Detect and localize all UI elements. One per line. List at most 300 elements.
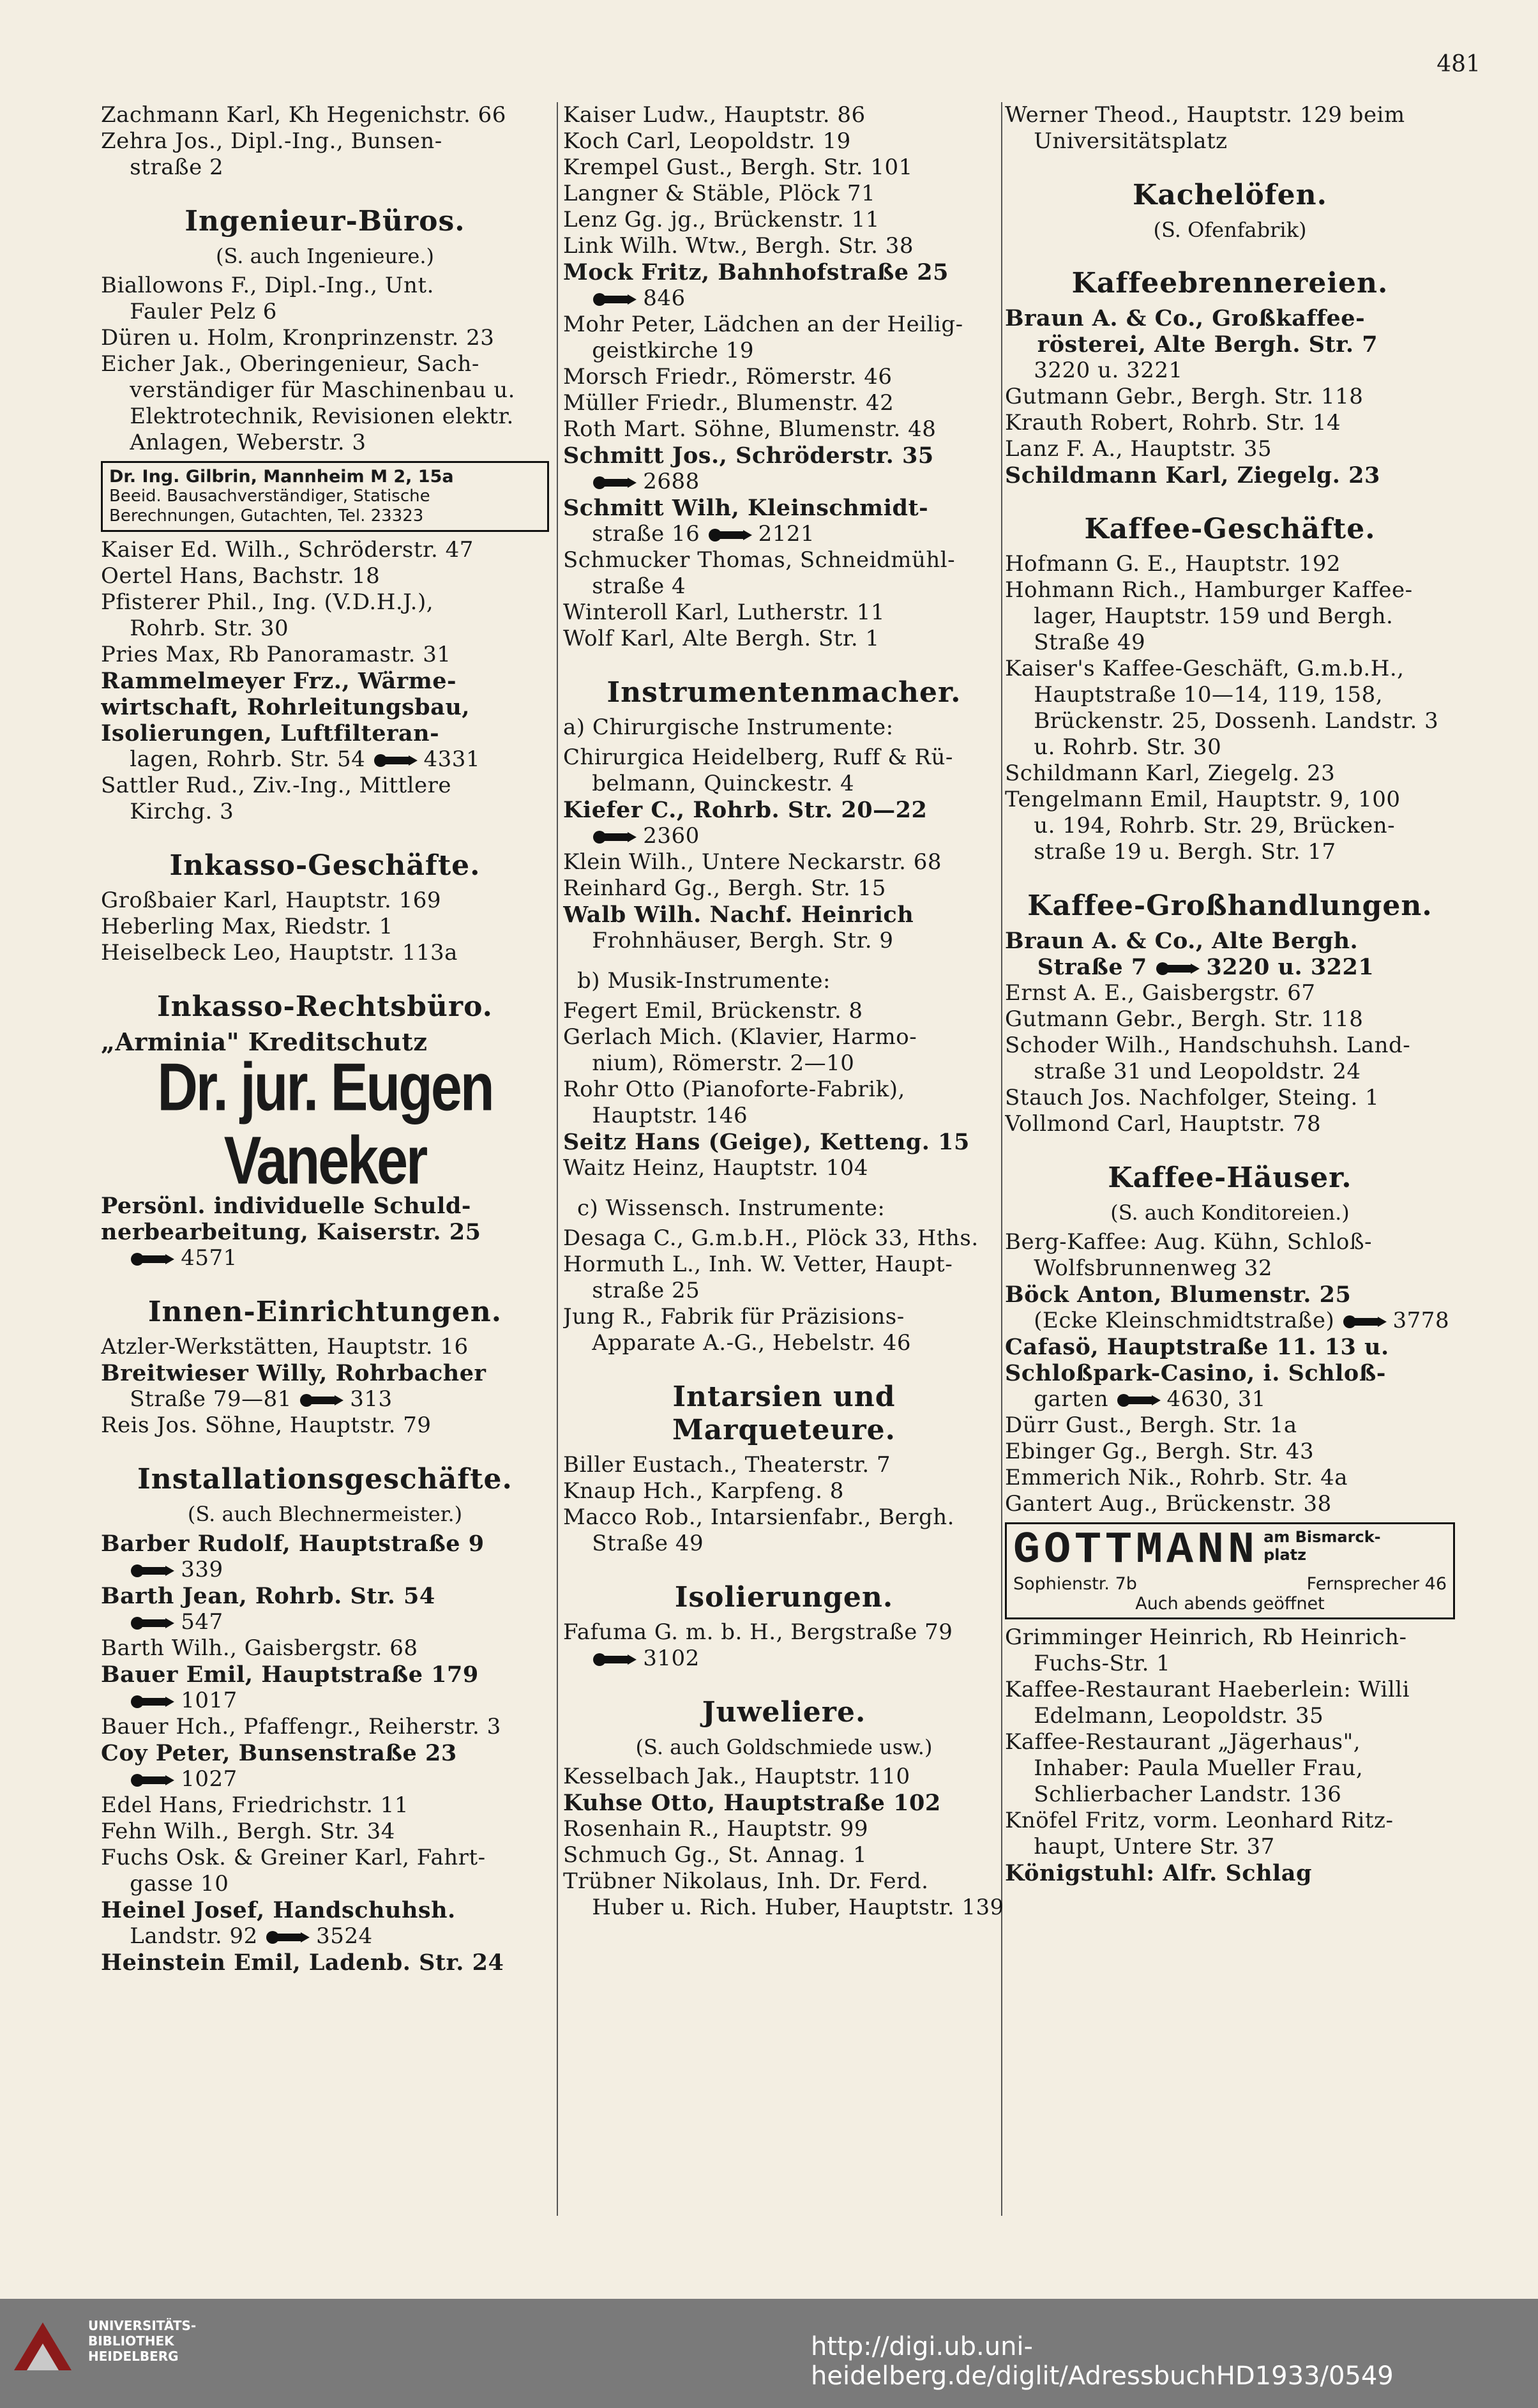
entry-text: Gutmann Gebr., Bergh. Str. 118: [1005, 1006, 1364, 1032]
directory-entry: [1005, 1255, 1455, 1282]
entry-text: Morsch Friedr., Römerstr. 46: [563, 364, 893, 390]
directory-entry: [563, 181, 1005, 207]
entry-text: Kaiser Ed. Wilh., Schröderstr. 47: [101, 537, 474, 563]
phone-handset-icon: [592, 829, 638, 845]
directory-entry: [563, 233, 1005, 259]
column-3: [1005, 102, 1455, 2216]
entry-text: Schloßpark-Casino, i. Schloß-: [1005, 1360, 1386, 1386]
directory-entry: [563, 207, 1005, 233]
entry-text: Dürr Gust., Bergh. Str. 1a: [1005, 1412, 1297, 1438]
entry-text: wirtschaft, Rohrleitungsbau,: [101, 694, 470, 720]
directory-entry: [1005, 462, 1455, 488]
entry-text: Lanz F. A., Hauptstr. 35: [1005, 436, 1272, 462]
entry-text: Gantert Aug., Brückenstr. 38: [1005, 1491, 1332, 1517]
phone-handset-icon: [130, 1694, 176, 1709]
directory-entry: [101, 1845, 549, 1871]
entry-text: Heberling Max, Riedstr. 1: [101, 914, 393, 939]
directory-entry: [1005, 734, 1455, 761]
phone-number: [101, 1766, 237, 1792]
directory-entry: [1005, 1860, 1455, 1886]
library-name-line: BIBLIOTHEK: [88, 2333, 174, 2349]
phone-number: [365, 746, 480, 773]
ad-line: platz: [1263, 1546, 1307, 1564]
entry-text: Zachmann Karl, Kh Hegenichstr. 66: [101, 102, 506, 128]
directory-entry: [1005, 436, 1455, 462]
entry-text: Brückenstr. 25, Dossenh. Landstr. 3: [1005, 708, 1439, 734]
directory-entry: [563, 1478, 1005, 1504]
directory-entry: [563, 1330, 1005, 1356]
phone-handset-icon: [373, 753, 419, 768]
entry-text: Hormuth L., Inh. W. Vetter, Haupt-: [563, 1252, 953, 1277]
entry-text: Inhaber: Paula Mueller Frau,: [1005, 1755, 1364, 1781]
phone-handset-icon: [299, 1393, 345, 1408]
phone-number: [101, 1245, 237, 1271]
section-note: (S. auch Goldschmiede usw.): [635, 1735, 933, 1759]
entry-text: Gutmann Gebr., Bergh. Str. 118: [1005, 384, 1364, 409]
directory-entry: [101, 1766, 549, 1792]
directory-entry: [1005, 1085, 1455, 1111]
directory-entry: [563, 1646, 1005, 1672]
directory-entry: [563, 1452, 1005, 1478]
directory-entry: [101, 273, 549, 299]
entry-text: u. 194, Rohrb. Str. 29, Brücken-: [1005, 813, 1396, 838]
entry-text: Werner Theod., Hauptstr. 129 beim: [1005, 102, 1405, 128]
ad-line: Auch abends geöffnet: [1135, 1594, 1325, 1614]
entry-text: Desaga C., G.m.b.H., Plöck 33, Hths.: [563, 1225, 979, 1251]
directory-entry: [1005, 761, 1455, 787]
entry-text: Wolf Karl, Alte Bergh. Str. 1: [563, 626, 880, 651]
entry-text: Sattler Rud., Ziv.-Ing., Mittlere: [101, 773, 451, 798]
library-logo-icon: [8, 2313, 78, 2383]
entry-text: Krempel Gust., Bergh. Str. 101: [563, 155, 913, 180]
entry-text: gasse 10: [101, 1871, 229, 1897]
section-heading: Kaffee-Großhandlungen.: [1027, 890, 1433, 922]
entry-text: Stauch Jos. Nachfolger, Steing. 1: [1005, 1085, 1380, 1110]
entry-text: straße 31 und Leopoldstr. 24: [1005, 1059, 1361, 1084]
directory-entry: [563, 1103, 1005, 1129]
directory-entry: [101, 589, 549, 616]
entry-text: Wolfsbrunnenweg 32: [1005, 1255, 1273, 1281]
source-url[interactable]: http://digi.ub.uni-heidelberg.de/diglit/AdressbuchHD1933/0549: [811, 2332, 1394, 2391]
phone-number: [101, 1557, 223, 1583]
library-footer: [0, 2299, 1538, 2408]
entry-text: Rosenhain R., Hauptstr. 99: [563, 1816, 869, 1842]
phone-handset-icon: [592, 292, 638, 307]
entry-text: straße 25: [563, 1278, 700, 1303]
column-2: [563, 102, 1005, 2216]
directory-entry: [563, 1842, 1005, 1868]
entry-text: Mock Fritz, Bahnhofstraße 25: [563, 259, 949, 285]
entry-text: Jung R., Fabrik für Präzisions-: [563, 1304, 905, 1329]
entry-text: Kaffee-Restaurant „Jägerhaus",: [1005, 1729, 1361, 1755]
directory-entry: [1005, 331, 1455, 358]
directory-entry: [563, 1764, 1005, 1790]
phone-handset-icon: [130, 1563, 176, 1579]
subsection-heading: c) Wissensch. Instrumente:: [577, 1195, 886, 1221]
directory-entry: [1005, 954, 1455, 980]
directory-entry: [1005, 1282, 1455, 1308]
gottmann-name: GOTTMANN: [1013, 1526, 1259, 1576]
section-heading: Inkasso-Rechtsbüro.: [157, 990, 493, 1023]
directory-entry: [101, 128, 549, 155]
directory-entry: [563, 797, 1005, 823]
entry-text: Emmerich Nik., Rohrb. Str. 4a: [1005, 1465, 1348, 1490]
directory-entry: [101, 1819, 549, 1845]
phone-number: [292, 1386, 393, 1412]
entry-text: Schmucker Thomas, Schneidmühl-: [563, 547, 956, 573]
directory-entry: [563, 364, 1005, 390]
directory-entry: [563, 338, 1005, 364]
phone-number-text: 1027: [181, 1766, 237, 1792]
phone-handset-icon: [130, 1773, 176, 1788]
directory-entry: [1005, 1677, 1455, 1703]
directory-entry: [1005, 603, 1455, 630]
directory-entry: [563, 1252, 1005, 1278]
entry-text: Kirchg. 3: [101, 799, 234, 824]
directory-entry: [1005, 630, 1455, 656]
entry-text: Zehra Jos., Dipl.-Ing., Bunsen-: [101, 128, 442, 154]
section-note: (S. Ofenfabrik): [1153, 218, 1307, 242]
directory-entry: [563, 285, 1005, 312]
phone-number-text: 2121: [758, 521, 815, 547]
entry-text: Breitwieser Willy, Rohrbacher: [101, 1360, 486, 1386]
entry-text: Schmuch Gg., St. Annag. 1: [563, 1842, 868, 1868]
directory-entry: [101, 1635, 549, 1662]
phone-number-text: 3102: [643, 1646, 700, 1671]
phone-number-text: 4630, 31: [1166, 1386, 1266, 1412]
directory-entry: [1005, 1834, 1455, 1860]
entry-text: geistkirche 19: [563, 338, 754, 363]
entry-text: Schmitt Jos., Schröderstr. 35: [563, 443, 934, 469]
entry-text: Berg-Kaffee: Aug. Kühn, Schloß-: [1005, 1229, 1373, 1255]
directory-entry: [1005, 787, 1455, 813]
directory-entry: [563, 521, 1005, 547]
directory-entry: [1005, 1229, 1455, 1255]
phone-number-text: 547: [181, 1609, 223, 1635]
phone-handset-icon: [265, 1930, 311, 1945]
entry-text: straße 4: [563, 573, 686, 599]
entry-text: nium), Römerstr. 2—10: [563, 1050, 855, 1076]
entry-text: Hofmann G. E., Hauptstr. 192: [1005, 551, 1341, 577]
directory-entry: [1005, 1729, 1455, 1755]
phone-handset-icon: [592, 475, 638, 490]
directory-entry: [101, 1334, 549, 1360]
directory-entry: [101, 404, 549, 430]
ad-line: Sophienstr. 7b: [1013, 1574, 1137, 1594]
phone-number-text: 4331: [423, 746, 481, 772]
directory-entry: [101, 773, 549, 799]
directory-entry: [1005, 1334, 1455, 1360]
directory-entry: [101, 1688, 549, 1714]
directory-entry: [563, 1790, 1005, 1816]
phone-number: [101, 1688, 237, 1714]
directory-entry: [563, 626, 1005, 652]
entry-text: Apparate A.-G., Hebelstr. 46: [563, 1330, 911, 1356]
directory-entry: [1005, 410, 1455, 436]
directory-entry: [1005, 1755, 1455, 1782]
directory-entry: [563, 1024, 1005, 1050]
entry-text: Düren u. Holm, Kronprinzenstr. 23: [101, 325, 495, 351]
directory-entry: [563, 998, 1005, 1024]
directory-entry: [101, 1950, 549, 1976]
entry-text: Ebinger Gg., Bergh. Str. 43: [1005, 1439, 1315, 1464]
entry-text: Barber Rudolf, Hauptstraße 9: [101, 1531, 485, 1557]
entry-text: Königstuhl: Alfr. Schlag: [1005, 1860, 1312, 1886]
phone-handset-icon: [1116, 1393, 1162, 1408]
entry-text: Walb Wilh. Nachf. Heinrich: [563, 902, 914, 928]
directory-entry: [101, 1923, 549, 1950]
directory-entry: [101, 668, 549, 694]
phone-number: [1147, 954, 1375, 980]
directory-entry: [563, 1129, 1005, 1155]
entry-text: Tengelmann Emil, Hauptstr. 9, 100: [1005, 787, 1401, 812]
entry-text: Müller Friedr., Blumenstr. 42: [563, 390, 894, 416]
phone-number: [258, 1923, 373, 1950]
entry-text: Knöfel Fritz, vorm. Leonhard Ritz-: [1005, 1808, 1394, 1833]
entry-text: Schoder Wilh., Handschuhsh. Land-: [1005, 1033, 1411, 1058]
directory-entry: [563, 547, 1005, 573]
directory-entry: [563, 469, 1005, 495]
directory-entry: [1005, 1624, 1455, 1651]
entry-text: Cafasö, Hauptstraße 11. 13 u.: [1005, 1334, 1389, 1360]
directory-entry: [563, 1077, 1005, 1103]
phone-number-text: 1017: [181, 1688, 237, 1713]
section-heading: Instrumentenmacher.: [607, 676, 961, 709]
phone-number: [563, 285, 686, 312]
entry-text: Persönl. individuelle Schuld-: [101, 1193, 471, 1219]
directory-entry: [563, 849, 1005, 875]
directory-entry: [101, 799, 549, 825]
column-1: [101, 102, 549, 2216]
directory-entry: [101, 1557, 549, 1583]
entry-text: Macco Rob., Intarsienfabr., Bergh.: [563, 1504, 954, 1530]
section-note: (S. auch Blechnermeister.): [187, 1502, 463, 1526]
section-heading: Kaffeebrennereien.: [1071, 267, 1389, 299]
directory-entry: [101, 1871, 549, 1897]
directory-entry: [101, 537, 549, 563]
gottmann-advertisement: [1005, 1522, 1455, 1619]
directory-entry: [101, 563, 549, 589]
entry-text: Elektrotechnik, Revisionen elektr.: [101, 404, 514, 429]
entry-text: Frohnhäuser, Bergh. Str. 9: [563, 928, 894, 953]
entry-text: Kaiser Ludw., Hauptstr. 86: [563, 102, 866, 128]
directory-entry: [101, 430, 549, 456]
directory-entry: [1005, 1059, 1455, 1085]
directory-entry: [1005, 1465, 1455, 1491]
section-heading: Inkasso-Geschäfte.: [169, 849, 481, 882]
ad-line: Berechnungen, Gutachten, Tel. 23323: [109, 506, 424, 526]
phone-handset-icon: [1342, 1314, 1388, 1329]
directory-entry: [101, 351, 549, 377]
directory-entry: [1005, 1782, 1455, 1808]
directory-entry: [1005, 384, 1455, 410]
entry-text: Schmitt Wilh, Kleinschmidt-: [563, 495, 929, 521]
directory-entry: [1005, 1412, 1455, 1439]
entry-text: Schildmann Karl, Ziegelg. 23: [1005, 761, 1336, 786]
entry-text: Schlierbacher Landstr. 136: [1005, 1782, 1342, 1807]
directory-entry: [1005, 1033, 1455, 1059]
ad-line: Beeid. Bausachverständiger, Statische: [109, 487, 430, 506]
phone-number-text: 4571: [181, 1245, 237, 1271]
directory-entry: [101, 720, 549, 746]
phone-number-text: 2688: [643, 469, 700, 494]
directory-entry: [1005, 551, 1455, 577]
directory-entry: [1005, 682, 1455, 708]
directory-entry: [563, 1895, 1005, 1921]
phone-handset-icon: [592, 1652, 638, 1667]
directory-entry: [101, 914, 549, 940]
entry-text: Reinhard Gg., Bergh. Str. 15: [563, 875, 886, 901]
directory-entry: [1005, 656, 1455, 682]
entry-text: Biallowons F., Dipl.-Ing., Unt.: [101, 273, 434, 298]
entry-text: Hauptstr. 146: [563, 1103, 748, 1128]
directory-entry: [101, 1245, 549, 1271]
directory-entry: [563, 102, 1005, 128]
vaneker-advertisement: Dr. jur. Eugen Vaneker: [157, 1049, 493, 1199]
phone-handset-icon: [1155, 961, 1201, 976]
entry-text: Straße 49: [1005, 630, 1146, 655]
entry-text: Anlagen, Weberstr. 3: [101, 430, 366, 455]
directory-entry: [1005, 305, 1455, 331]
entry-text: Universitätsplatz: [1005, 128, 1228, 154]
entry-text: straße 16: [563, 521, 700, 547]
entry-text: Straße 49: [563, 1531, 704, 1556]
arminia-line: „Arminia" Kreditschutz: [101, 1027, 428, 1056]
directory-entry: [1005, 1308, 1455, 1334]
entry-text: Gerlach Mich. (Klavier, Harmo-: [563, 1024, 917, 1050]
directory-entry: [1005, 839, 1455, 865]
entry-text: Barth Wilh., Gaisbergstr. 68: [101, 1635, 418, 1661]
entry-text: Fuchs-Str. 1: [1005, 1651, 1171, 1676]
directory-entry: [1005, 928, 1455, 954]
directory-entry: [101, 377, 549, 404]
section-heading: Intarsien und Marqueteure.: [672, 1381, 896, 1446]
entry-text: Hauptstraße 10—14, 119, 158,: [1005, 682, 1383, 708]
library-name-line: UNIVERSITÄTS-: [88, 2318, 197, 2333]
entry-text: Edelmann, Leopoldstr. 35: [1005, 1703, 1324, 1729]
entry-text: Reis Jos. Söhne, Hauptstr. 79: [101, 1412, 432, 1438]
entry-text: Coy Peter, Bunsenstraße 23: [101, 1740, 457, 1766]
directory-entry: [1005, 1386, 1455, 1412]
entry-text: Langner & Stäble, Plöck 71: [563, 181, 876, 206]
entry-text: lagen, Rohrb. Str. 54: [101, 746, 366, 772]
entry-text: Rohr Otto (Pianoforte-Fabrik),: [563, 1077, 905, 1102]
phone-handset-icon: [707, 527, 753, 543]
section-heading: Isolierungen.: [674, 1581, 894, 1614]
subsection-heading: a) Chirurgische Instrumente:: [563, 715, 894, 740]
directory-entry: [563, 771, 1005, 797]
directory-entry: [563, 312, 1005, 338]
ad-line: am Bismarck-: [1263, 1528, 1381, 1546]
directory-entry: [101, 325, 549, 351]
entry-text: Huber u. Rich. Huber, Hauptstr. 139: [563, 1895, 1004, 1920]
phone-number: [563, 1646, 700, 1672]
directory-entry: [101, 1583, 549, 1609]
entry-text: straße 19 u. Bergh. Str. 17: [1005, 839, 1336, 865]
directory-entry: [563, 128, 1005, 155]
directory-entry: [101, 642, 549, 668]
directory-entry: [563, 390, 1005, 416]
entry-text: Fehn Wilh., Bergh. Str. 34: [101, 1819, 395, 1844]
directory-entry: [101, 1609, 549, 1635]
directory-entry: [1005, 1491, 1455, 1517]
directory-entry: [101, 1897, 549, 1923]
entry-text: Roth Mart. Söhne, Blumenstr. 48: [563, 416, 937, 442]
directory-entry: [1005, 708, 1455, 734]
entry-text: Straße 79—81: [101, 1386, 292, 1412]
entry-text: Waitz Heinz, Hauptstr. 104: [563, 1155, 868, 1181]
directory-entry: [1005, 1439, 1455, 1465]
entry-text: Heinel Josef, Handschuhsh.: [101, 1897, 456, 1923]
directory-entry: [563, 875, 1005, 902]
entry-text: u. Rohrb. Str. 30: [1005, 734, 1222, 760]
directory-entry: [563, 1816, 1005, 1842]
entry-text: Heiselbeck Leo, Hauptstr. 113a: [101, 940, 458, 965]
entry-text: Fafuma G. m. b. H., Bergstraße 79: [563, 1619, 953, 1645]
directory-entry: [1005, 577, 1455, 603]
entry-text: Großbaier Karl, Hauptstr. 169: [101, 888, 441, 913]
directory-entry: [1005, 1651, 1455, 1677]
directory-entry: [101, 1531, 549, 1557]
directory-entry: [1005, 102, 1455, 128]
subsection-heading: b) Musik-Instrumente:: [577, 968, 831, 994]
directory-entry: [563, 443, 1005, 469]
directory-entry: [101, 299, 549, 325]
entry-text: Knaup Hch., Karpfeng. 8: [563, 1478, 844, 1504]
entry-text: Link Wilh. Wtw., Bergh. Str. 38: [563, 233, 914, 259]
entry-text: haupt, Untere Str. 37: [1005, 1834, 1275, 1859]
section-note: (S. auch Konditoreien.): [1110, 1200, 1350, 1225]
phone-number-text: 3778: [1392, 1308, 1450, 1333]
directory-entry: [563, 1868, 1005, 1895]
entry-text: Vollmond Carl, Hauptstr. 78: [1005, 1111, 1322, 1137]
entry-text: Grimminger Heinrich, Rb Heinrich-: [1005, 1624, 1407, 1650]
entry-text: straße 2: [101, 155, 224, 180]
directory-entry: [1005, 128, 1455, 155]
directory-entry: [101, 1792, 549, 1819]
entry-text: Ernst A. E., Gaisbergstr. 67: [1005, 980, 1316, 1006]
entry-text: Rohrb. Str. 30: [101, 616, 289, 641]
entry-text: Heinstein Emil, Ladenb. Str. 24: [101, 1950, 504, 1976]
directory-entry: [1005, 980, 1455, 1006]
entry-text: Barth Jean, Rohrb. Str. 54: [101, 1583, 435, 1609]
entry-text: 3220 u. 3221: [1005, 358, 1183, 383]
entry-text: Atzler-Werkstätten, Hauptstr. 16: [101, 1334, 469, 1359]
entry-text: lager, Hauptstr. 159 und Bergh.: [1005, 603, 1394, 629]
entry-text: Koch Carl, Leopoldstr. 19: [563, 128, 851, 154]
directory-entry: [1005, 1360, 1455, 1386]
entry-text: rösterei, Alte Bergh. Str. 7: [1005, 331, 1378, 358]
directory-entry: [101, 616, 549, 642]
directory-entry: [563, 155, 1005, 181]
directory-entry: [101, 1219, 549, 1245]
entry-text: Kesselbach Jak., Hauptstr. 110: [563, 1764, 910, 1789]
directory-entry: [563, 416, 1005, 443]
entry-text: Pries Max, Rb Panoramastr. 31: [101, 642, 451, 667]
directory-entry: [563, 823, 1005, 849]
library-name-line: HEIDELBERG: [88, 2349, 179, 2364]
directory-entry: [1005, 1111, 1455, 1137]
entry-text: Edel Hans, Friedrichstr. 11: [101, 1792, 409, 1818]
phone-handset-icon: [130, 1252, 176, 1267]
phone-number: [563, 823, 700, 849]
phone-number-text: 846: [643, 285, 686, 311]
entry-text: Böck Anton, Blumenstr. 25: [1005, 1282, 1352, 1308]
entry-text: Schildmann Karl, Ziegelg. 23: [1005, 462, 1380, 488]
entry-text: Landstr. 92: [101, 1923, 258, 1949]
phone-number: [1334, 1308, 1449, 1334]
directory-entry: [101, 1412, 549, 1439]
